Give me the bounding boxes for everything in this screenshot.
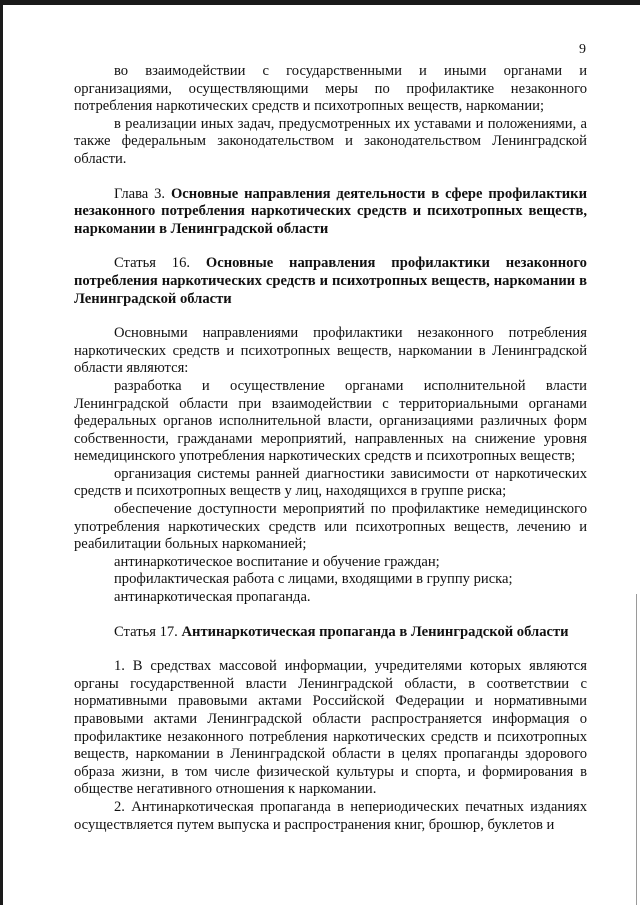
scan-border-right [636, 594, 637, 905]
article-16-paragraph: профилактическая работа с лицами, входящими в группу риска; [114, 571, 513, 588]
article-17-paragraph: 1. В средствах массовой информации, учредителями которых являются органы государственной власти Ленинградской области, в соответствии с нормативными правовыми актами Российской Федерации и нормативными правовыми актами Ленинградской области распространяется информация о профилактике незаконного потребления наркотических средств и психотропных веществ, наркомании в Ленинградской области в целях пропаганды здорового образа жизни, в том числе физической культуры и спорта, и формирования в обществе негативного отношения к наркомании. [74, 658, 587, 798]
article-16-paragraph: разработка и осуществление органами исполнительной власти Ленинградской области при взаимодействии с территориальными органами федеральных органов исполнительной власти, организациями различных форм собственности, гражданами мероприятий, направленных на снижение уровня немедицинского употребления наркотических средств и психотропных веществ; [74, 377, 587, 465]
intro-paragraph-2: в реализации иных задач, предусмотренных их уставами и положениями, а также федеральным законодательством и законодательством Ленинградской области. [74, 115, 587, 167]
intro-paragraph-1: во взаимодействии с государственными и иными органами и организациями, осуществляющими меры по профилактике незаконного потребления наркотических средств и психотропных веществ, наркомании; [74, 63, 587, 115]
chapter-3-title: Основные направления деятельности в сфере профилактики незаконного потребления наркотических средств и психотропных веществ, наркомании в Ленинградской области [74, 185, 587, 237]
article-16-title: Основные направления профилактики незаконного потребления наркотических средств и психотропных веществ, наркомании в Ленинградской области [74, 255, 587, 307]
chapter-3-label: Глава 3. [114, 185, 166, 202]
article-17-heading [74, 624, 587, 642]
page-number: 9 [579, 42, 586, 57]
scan-border-left [0, 0, 3, 905]
scan-border-top [0, 0, 640, 5]
article-17-label: Статья 17. [114, 623, 178, 640]
article-17-title: Антинаркотическая пропаганда в Ленинградской области [181, 623, 569, 640]
article-17-paragraph: 2. Антинаркотическая пропаганда в непериодических печатных изданиях осуществляется путем выпуска и распространения книг, брошюр, буклетов и [74, 798, 587, 833]
article-16-paragraph: обеспечение доступности мероприятий по профилактике немедицинского употребления наркотических средств или психотропных веществ, лечению и реабилитации больных наркоманией; [74, 501, 587, 553]
document-body [74, 63, 587, 834]
article-16-heading [74, 255, 587, 308]
article-16-paragraph: антинаркотическая пропаганда. [114, 589, 311, 606]
article-16-label: Статья 16. [114, 255, 191, 272]
article-16-paragraph: организация системы ранней диагностики зависимости от наркотических средств и психотропных веществ у лиц, находящихся в группе риска; [74, 465, 587, 500]
article-16-paragraph: антинаркотическое воспитание и обучение граждан; [114, 553, 440, 570]
article-16-paragraph: Основными направлениями профилактики незаконного потребления наркотических средств и психотропных веществ, наркомании в Ленинградской области являются: [74, 325, 587, 377]
chapter-3-heading [74, 186, 587, 239]
